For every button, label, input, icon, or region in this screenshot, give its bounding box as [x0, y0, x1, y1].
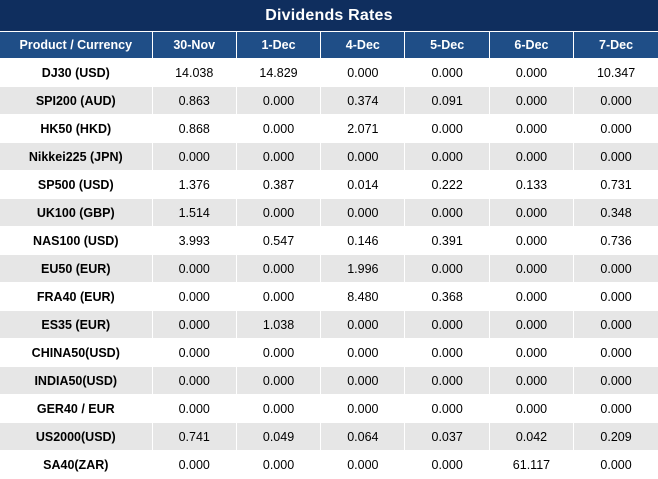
rate-cell: 0.000 — [405, 255, 489, 283]
rate-cell: 0.000 — [152, 395, 236, 423]
rate-cell: 1.996 — [321, 255, 405, 283]
table-row — [0, 395, 658, 423]
rate-cell: 1.514 — [152, 199, 236, 227]
row-label: SP500 (USD) — [0, 171, 152, 199]
page-title: Dividends Rates — [0, 0, 658, 32]
rate-cell: 14.829 — [236, 59, 320, 87]
row-label: Nikkei225 (JPN) — [0, 143, 152, 171]
rate-cell: 0.000 — [321, 311, 405, 339]
rate-cell: 0.000 — [405, 311, 489, 339]
rate-cell: 0.064 — [321, 423, 405, 451]
rate-cell: 0.000 — [489, 143, 573, 171]
rate-cell: 0.000 — [574, 115, 658, 143]
rate-cell: 0.000 — [405, 199, 489, 227]
column-header-date-2: 1-Dec — [236, 32, 320, 59]
rate-cell: 0.000 — [152, 143, 236, 171]
rate-cell: 0.547 — [236, 227, 320, 255]
rate-cell: 0.000 — [574, 451, 658, 479]
rate-cell: 0.000 — [152, 283, 236, 311]
row-label: DJ30 (USD) — [0, 59, 152, 87]
rate-cell: 1.038 — [236, 311, 320, 339]
rate-cell: 0.000 — [489, 87, 573, 115]
row-label: SA40(ZAR) — [0, 451, 152, 479]
rate-cell: 0.000 — [489, 311, 573, 339]
rate-cell: 0.000 — [236, 199, 320, 227]
rate-cell: 0.000 — [574, 367, 658, 395]
rate-cell: 0.736 — [574, 227, 658, 255]
table-row — [0, 367, 658, 395]
rate-cell: 0.863 — [152, 87, 236, 115]
rate-cell: 0.391 — [405, 227, 489, 255]
row-label: SPI200 (AUD) — [0, 87, 152, 115]
rate-cell: 0.000 — [574, 87, 658, 115]
table-row — [0, 283, 658, 311]
rate-cell: 0.368 — [405, 283, 489, 311]
rate-cell: 0.000 — [574, 339, 658, 367]
rate-cell: 0.868 — [152, 115, 236, 143]
rate-cell: 0.000 — [152, 255, 236, 283]
table-row — [0, 423, 658, 451]
rate-cell: 0.037 — [405, 423, 489, 451]
rate-cell: 0.042 — [489, 423, 573, 451]
rate-cell: 0.000 — [236, 115, 320, 143]
table-row — [0, 143, 658, 171]
rate-cell: 0.000 — [236, 367, 320, 395]
rate-cell: 3.993 — [152, 227, 236, 255]
table-row — [0, 255, 658, 283]
rate-cell: 0.000 — [321, 199, 405, 227]
rate-cell: 0.146 — [321, 227, 405, 255]
table-body — [0, 59, 658, 479]
rate-cell: 0.000 — [489, 395, 573, 423]
rate-cell: 0.222 — [405, 171, 489, 199]
rate-cell: 0.000 — [321, 395, 405, 423]
rate-cell: 0.133 — [489, 171, 573, 199]
table-row — [0, 311, 658, 339]
rate-cell: 0.000 — [321, 59, 405, 87]
rate-cell: 0.387 — [236, 171, 320, 199]
rate-cell: 0.000 — [489, 59, 573, 87]
table-row — [0, 115, 658, 143]
rate-cell: 0.000 — [405, 451, 489, 479]
rate-cell: 14.038 — [152, 59, 236, 87]
rate-cell: 0.000 — [489, 283, 573, 311]
rate-cell: 0.731 — [574, 171, 658, 199]
rate-cell: 0.000 — [236, 283, 320, 311]
rate-cell: 0.000 — [321, 339, 405, 367]
table-row — [0, 59, 658, 87]
row-label: INDIA50(USD) — [0, 367, 152, 395]
rate-cell: 0.000 — [152, 451, 236, 479]
rate-cell: 0.091 — [405, 87, 489, 115]
rate-cell: 0.000 — [236, 339, 320, 367]
table-row — [0, 339, 658, 367]
rate-cell: 0.000 — [321, 367, 405, 395]
table-row — [0, 199, 658, 227]
rate-cell: 0.000 — [405, 395, 489, 423]
table-row — [0, 171, 658, 199]
rate-cell: 0.000 — [489, 339, 573, 367]
rate-cell: 0.000 — [574, 283, 658, 311]
rate-cell: 0.014 — [321, 171, 405, 199]
rate-cell: 0.000 — [489, 227, 573, 255]
column-header-date-1: 30-Nov — [152, 32, 236, 59]
table-row — [0, 227, 658, 255]
row-label: GER40 / EUR — [0, 395, 152, 423]
rate-cell: 0.000 — [405, 143, 489, 171]
rate-cell: 0.000 — [574, 255, 658, 283]
rate-cell: 0.000 — [321, 451, 405, 479]
rate-cell: 10.347 — [574, 59, 658, 87]
rate-cell: 0.000 — [236, 87, 320, 115]
rate-cell: 0.000 — [574, 311, 658, 339]
rate-cell: 0.209 — [574, 423, 658, 451]
row-label: FRA40 (EUR) — [0, 283, 152, 311]
rate-cell: 61.117 — [489, 451, 573, 479]
rate-cell: 0.000 — [152, 367, 236, 395]
rate-cell: 0.348 — [574, 199, 658, 227]
row-label: UK100 (GBP) — [0, 199, 152, 227]
rate-cell: 0.374 — [321, 87, 405, 115]
rate-cell: 0.000 — [321, 143, 405, 171]
rate-cell: 2.071 — [321, 115, 405, 143]
column-header-date-4: 5-Dec — [405, 32, 489, 59]
rate-cell: 0.000 — [236, 255, 320, 283]
rate-cell: 0.000 — [405, 367, 489, 395]
column-header-date-3: 4-Dec — [321, 32, 405, 59]
rate-cell: 0.000 — [405, 115, 489, 143]
row-label: ES35 (EUR) — [0, 311, 152, 339]
column-header-date-5: 6-Dec — [489, 32, 573, 59]
column-header-product: Product / Currency — [0, 32, 152, 59]
column-header-date-6: 7-Dec — [574, 32, 658, 59]
rate-cell: 0.000 — [405, 59, 489, 87]
rate-cell: 0.000 — [152, 339, 236, 367]
rate-cell: 0.000 — [489, 199, 573, 227]
rate-cell: 0.000 — [489, 367, 573, 395]
rate-cell: 0.000 — [405, 339, 489, 367]
row-label: US2000(USD) — [0, 423, 152, 451]
rate-cell: 0.741 — [152, 423, 236, 451]
row-label: CHINA50(USD) — [0, 339, 152, 367]
rate-cell: 0.000 — [152, 311, 236, 339]
rate-cell: 0.000 — [489, 115, 573, 143]
rate-cell: 0.000 — [236, 451, 320, 479]
rate-cell: 0.049 — [236, 423, 320, 451]
rate-cell: 0.000 — [574, 143, 658, 171]
rate-cell: 8.480 — [321, 283, 405, 311]
table-row — [0, 451, 658, 479]
rate-cell: 1.376 — [152, 171, 236, 199]
table-header-row — [0, 32, 658, 59]
dividends-rates-table — [0, 32, 658, 479]
row-label: HK50 (HKD) — [0, 115, 152, 143]
row-label: EU50 (EUR) — [0, 255, 152, 283]
rate-cell: 0.000 — [489, 255, 573, 283]
table-header — [0, 32, 658, 59]
table-row — [0, 87, 658, 115]
rate-cell: 0.000 — [236, 143, 320, 171]
rate-cell: 0.000 — [574, 395, 658, 423]
row-label: NAS100 (USD) — [0, 227, 152, 255]
rate-cell: 0.000 — [236, 395, 320, 423]
